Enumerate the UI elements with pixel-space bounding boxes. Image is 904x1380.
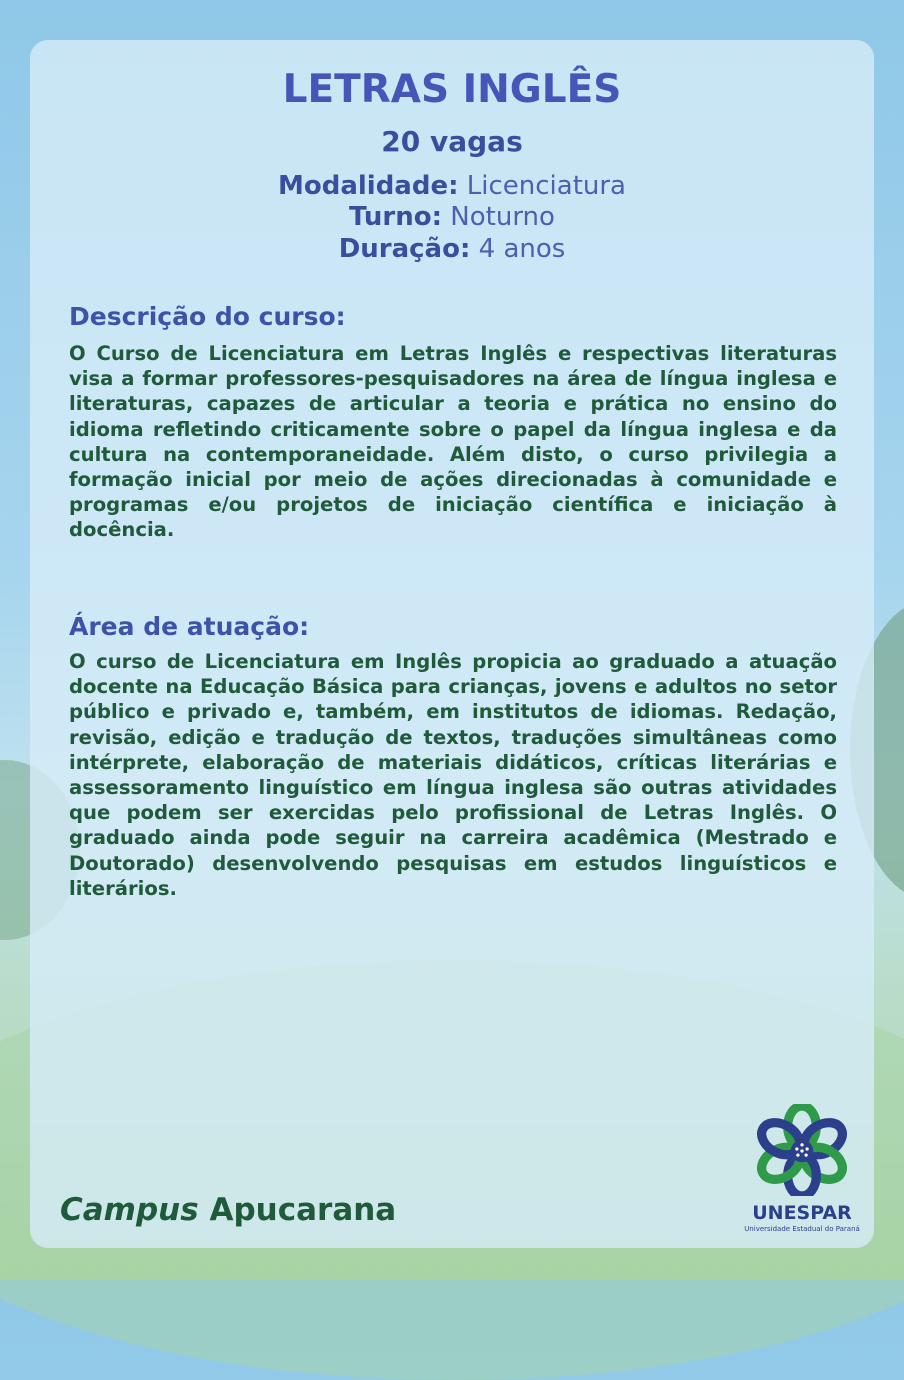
campus-italic: Campus [60,1192,199,1228]
unespar-logo-icon [744,1104,860,1196]
turno-line [0,201,904,233]
area-text: O curso de Licenciatura em Inglês propicia ao graduado a atuação docente na Educação Básica para crianças, jovens e adultos no setor público e privado e, também, em institutos de idiomas. Redação, revisão, edição e tradução de textos, traduções simultâneas como intérprete, elaboração de materiais didáticos, críticas literárias e assessoramento linguístico em língua inglesa são outras atividades que podem ser exercidas pelo profissional de Letras Inglês. O graduado ainda pode seguir na carreira acadêmica (Mestrado e Doutorado) desenvolvendo pesquisas em estudos linguísticos e literários. [69,650,837,900]
modalidade-value: Licenciatura [466,171,626,201]
modalidade-line [0,170,904,202]
area-heading: Área de atuação: [69,612,310,641]
modalidade-label: Modalidade: [277,171,459,201]
course-title: LETRAS INGLÊS [282,67,622,112]
duracao-label: Duração: [338,234,471,264]
duracao-line [0,233,904,265]
logo-subtitle: Universidade Estadual do Paraná [744,1225,860,1233]
campus-label [60,1188,396,1232]
description-text: O Curso de Licenciatura em Letras Inglês e respectivas literaturas visa a formar professores-pesquisadores na área de língua inglesa e literaturas, capazes de articular a teoria e prática no ensino do idioma refletindo criticamente sobre o papel da língua inglesa e da cultura na contemporaneidade. Além disto, o curso privilegia a formação inicial por meio de ações direcionadas à comunidade e programas e/ou projetos de iniciação científica e iniciação à docência. [69,342,837,542]
campus-name: Apucarana [209,1192,397,1228]
vacancies: 20 vagas [381,125,523,158]
description-heading: Descrição do curso: [69,302,346,331]
turno-value: Noturno [450,202,555,232]
turno-label: Turno: [349,202,443,232]
logo-name: UNESPAR [752,1202,852,1224]
duracao-value: 4 anos [478,234,566,264]
